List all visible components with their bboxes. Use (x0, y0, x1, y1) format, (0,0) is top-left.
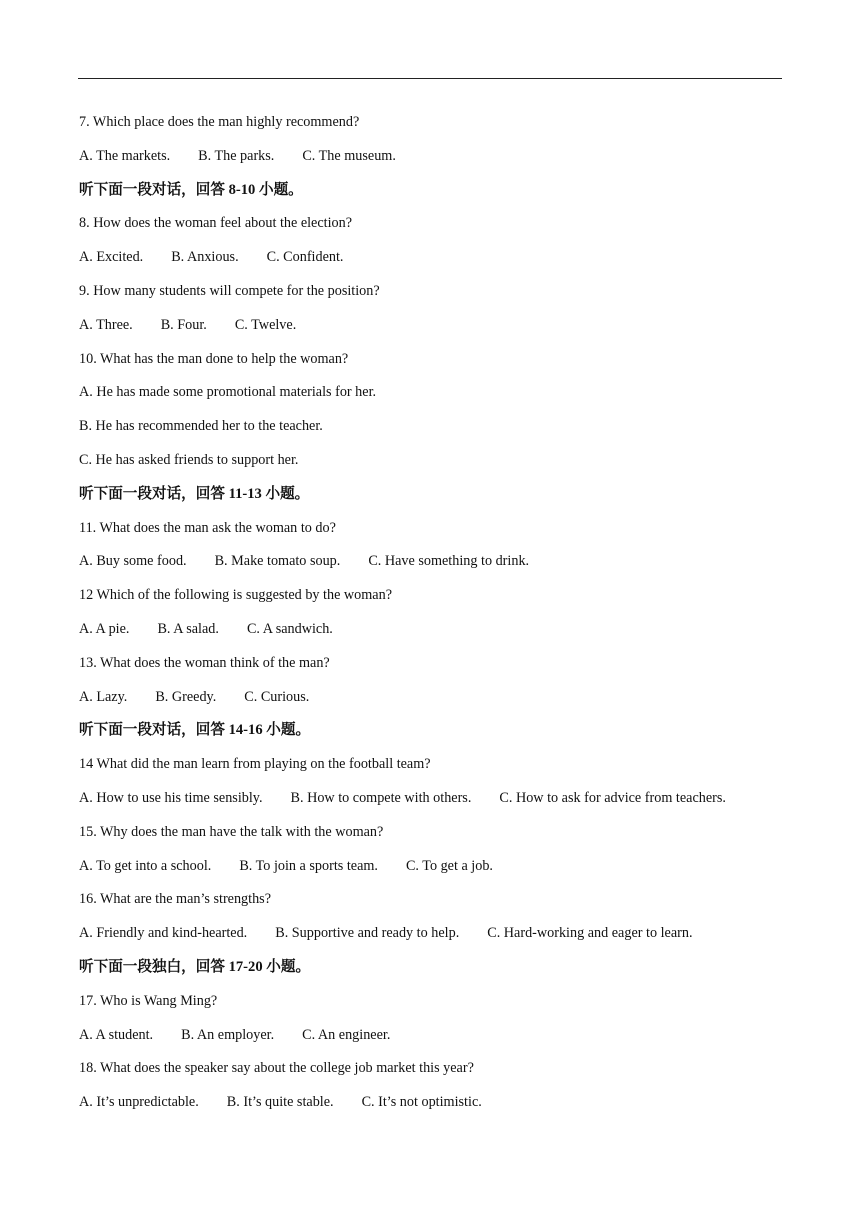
answer-options (79, 1025, 779, 1059)
answer-option: B. Four. (160, 316, 207, 333)
answer-options (79, 247, 779, 281)
section-heading: 听下面一段独白，回答 17-20 小题。 (79, 958, 311, 975)
section-heading: 听下面一段对话，回答 11-13 小题。 (79, 485, 310, 502)
answer-option: A. To get into a school. (79, 857, 212, 874)
answer-options (79, 788, 779, 822)
section-heading: 听下面一段对话，回答 8-10 小题。 (79, 181, 303, 198)
answer-option: B. Greedy. (155, 688, 217, 705)
answer-option: B. Anxious. (171, 249, 239, 266)
question-text: 16. What are the man’s strengths? (79, 891, 272, 908)
answer-options (79, 923, 779, 957)
answer-option: A. A student. (79, 1026, 154, 1043)
question-text: 8. How does the woman feel about the election? (79, 215, 353, 232)
question-text: 17. Who is Wang Ming? (79, 992, 218, 1009)
answer-option: A. Lazy. (79, 688, 128, 705)
answer-options (79, 146, 779, 180)
question-text: 12 Which of the following is suggested by the woman? (79, 587, 392, 604)
answer-option: A. Buy some food. (79, 553, 187, 570)
answer-option: A. Friendly and kind-hearted. (79, 925, 248, 942)
answer-option: C. To get a job. (405, 857, 493, 874)
question-text: 10. What has the man done to help the woman? (79, 350, 349, 367)
question-text: 14 What did the man learn from playing on the football team? (79, 756, 431, 773)
question-text: 11. What does the man ask the woman to do? (79, 519, 336, 536)
answer-option: B. It’s quite stable. (226, 1094, 334, 1111)
answer-option: C. The museum. (302, 147, 396, 164)
answer-option: B. A salad. (157, 620, 219, 637)
answer-option: C. Confident. (266, 249, 344, 266)
question-list (79, 112, 779, 1126)
question-text: 7. Which place does the man highly recommend? (79, 114, 360, 130)
answer-option: B. The parks. (198, 147, 275, 164)
answer-options (79, 687, 779, 721)
answer-option: A. It’s unpredictable. (79, 1094, 199, 1111)
answer-option: C. Curious. (244, 688, 310, 705)
answer-option: C. He has asked friends to support her. (79, 451, 299, 468)
answer-option: A. Excited. (79, 249, 144, 266)
answer-option: B. To join a sports team. (239, 857, 378, 874)
header-rule (78, 78, 782, 79)
answer-option: C. Have something to drink. (368, 553, 530, 570)
answer-option: C. It’s not optimistic. (361, 1094, 482, 1111)
answer-option: A. Three. (79, 316, 133, 333)
answer-options (79, 551, 779, 585)
answer-option: A. The markets. (79, 147, 171, 164)
answer-option: C. A sandwich. (246, 620, 333, 637)
answer-option: A. He has made some promotional materials for her. (79, 384, 377, 401)
answer-options (79, 619, 779, 653)
answer-option: B. How to compete with others. (290, 789, 472, 806)
answer-options (79, 315, 779, 349)
answer-option: A. A pie. (79, 620, 130, 637)
answer-options (79, 856, 779, 890)
answer-option: B. Make tomato soup. (214, 553, 341, 570)
question-text: 15. Why does the man have the talk with the woman? (79, 823, 384, 840)
answer-option: A. How to use his time sensibly. (79, 789, 263, 806)
answer-options (79, 1092, 779, 1126)
answer-option: C. Hard-working and eager to learn. (487, 925, 693, 942)
answer-option: C. Twelve. (234, 316, 297, 333)
question-text: 18. What does the speaker say about the college job market this year? (79, 1060, 474, 1077)
answer-option: B. Supportive and ready to help. (275, 925, 460, 942)
question-text: 9. How many students will compete for the position? (79, 282, 380, 299)
question-text: 13. What does the woman think of the man? (79, 654, 330, 671)
section-heading: 听下面一段对话，回答 14-16 小题。 (79, 722, 311, 739)
answer-option: B. An employer. (181, 1026, 275, 1043)
answer-option: C. An engineer. (302, 1026, 391, 1043)
answer-option: B. He has recommended her to the teacher. (79, 418, 323, 435)
answer-option: C. How to ask for advice from teachers. (499, 789, 726, 806)
